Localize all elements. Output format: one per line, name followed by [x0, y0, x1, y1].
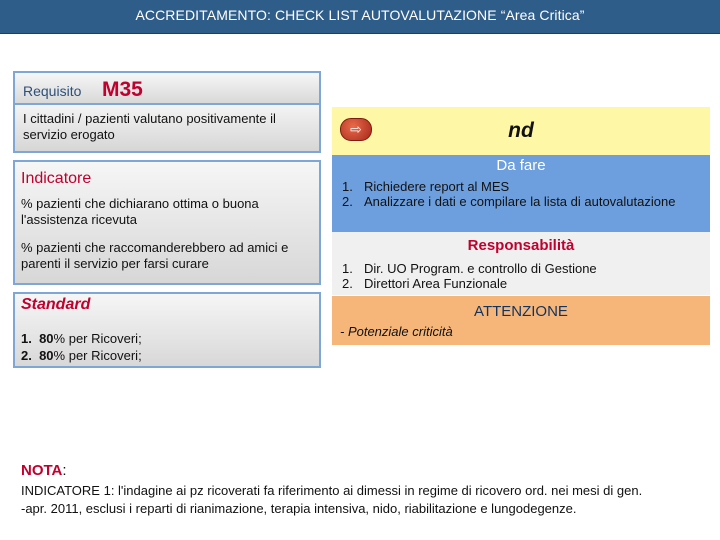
- item-number: 1.: [342, 261, 353, 276]
- standard-item: [21, 347, 142, 364]
- arrow-right-icon[interactable]: ⇨: [340, 118, 372, 141]
- standard-list: [21, 330, 142, 364]
- page-title: ACCREDITAMENTO: CHECK LIST AUTOVALUTAZIONE “Area Critica”: [135, 7, 585, 23]
- item-text: Analizzare i dati e compilare la lista di autovalutazione: [364, 194, 676, 209]
- attenzione-note: - Potenziale criticità: [340, 324, 453, 339]
- requisito-header: [13, 71, 321, 105]
- responsabilita-item: [342, 276, 702, 291]
- requisito-label: Requisito: [23, 83, 82, 99]
- item-text: Dir. UO Program. e controllo di Gestione: [364, 261, 597, 276]
- nota-colon: :: [62, 462, 67, 479]
- responsabilita-item: [342, 261, 702, 276]
- status-value: nd: [508, 119, 534, 142]
- da-fare-item: [342, 194, 692, 209]
- nota-title: NOTA: [21, 462, 63, 479]
- responsabilita-panel: [332, 232, 710, 295]
- da-fare-item: [342, 179, 692, 194]
- standard-panel: [13, 292, 321, 368]
- indicatore-item: % pazienti che raccomanderebbero ad amici e parenti il servizio per farsi curare: [21, 240, 289, 271]
- standard-item-value: 80: [39, 348, 54, 363]
- responsabilita-list: [342, 261, 702, 291]
- standard-item: [21, 330, 142, 347]
- responsabilita-title: Responsabilità: [467, 237, 575, 254]
- item-text: Richiedere report al MES: [364, 179, 510, 194]
- nota-body: [21, 482, 711, 518]
- title-bar: [0, 0, 720, 34]
- standard-item-text: % per Ricoveri;: [53, 331, 142, 346]
- item-number: 1.: [342, 179, 353, 194]
- da-fare-list: [342, 179, 692, 209]
- attenzione-panel: [332, 296, 710, 345]
- indicatore-panel: [13, 160, 321, 285]
- nota-line: INDICATORE 1: l'indagine ai pz ricoverati fa riferimento ai dimessi in regime di ricovero ord. nei mesi di gen.: [21, 483, 643, 498]
- standard-item-number: 1.: [21, 331, 32, 346]
- da-fare-title: Da fare: [496, 157, 546, 174]
- item-number: 2.: [342, 276, 353, 291]
- standard-title: Standard: [21, 296, 91, 313]
- status-panel: [332, 107, 710, 155]
- da-fare-panel: [332, 155, 710, 232]
- requisito-description: I cittadini / pazienti valutano positivamente il servizio erogato: [13, 105, 321, 153]
- attenzione-title: ATTENZIONE: [474, 303, 568, 320]
- indicatore-title: Indicatore: [21, 170, 92, 187]
- standard-item-number: 2.: [21, 348, 32, 363]
- nota-heading: [21, 462, 67, 479]
- item-text: Direttori Area Funzionale: [364, 276, 508, 291]
- item-number: 2.: [342, 194, 353, 209]
- standard-item-text: % per Ricoveri;: [53, 348, 142, 363]
- standard-item-value: 80: [39, 331, 54, 346]
- indicatore-item: % pazienti che dichiarano ottima o buona l'assistenza ricevuta: [21, 196, 259, 227]
- nota-line: -apr. 2011, esclusi i reparti di rianimazione, terapia intensiva, nido, riabilitazione e lungodegenze.: [21, 501, 577, 516]
- requisito-code: M35: [102, 78, 143, 101]
